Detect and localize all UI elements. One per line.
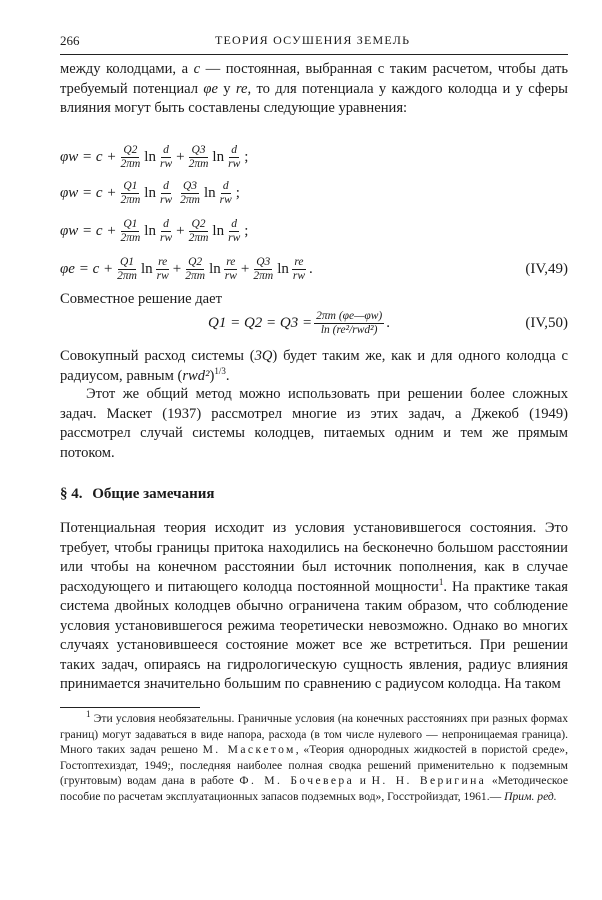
var-r-e: re: [235, 80, 248, 97]
equation-4: φe = c + $\frac{Q1}{2\pi m}$ ln $\frac{re}{rw}$ + $\frac{Q2}{2\pi m}$ ln $\frac{re}{rw}$ + $\frac{Q3}{2\pi m}$ ln $\frac{re}{rw}$ . (IV,49): [60, 255, 568, 282]
page-number: 266: [60, 33, 80, 48]
equation-number-49: (IV,49): [525, 260, 568, 277]
equation-5: Q1 = Q2 = Q3 = $\frac{2\pi m (\varphi e—\varphi w)}{\text{ln (re²/rwd²)}}$ . (IV,50): [208, 309, 568, 336]
paragraph-general-method: Этот же общий метод можно использовать при решении более сложных задач. Маскет (1937) рассмотрел многие из этих задач, а Джекоб (1949) рассмотрел случай системы колодцев, питаемых одним и тем же прямым потоком.: [60, 386, 568, 461]
equation-3: φw = c + $\frac{Q1}{2\pi m}$ ln $\frac{d}{rw}$ + $\frac{Q2}{2\pi m}$ ln $\frac{d}{rw}$ ;: [60, 217, 249, 244]
intro-text-c: , то для потенциала у каждого колодца и у сферы влияния могут быть составлены следующие уравнения:: [60, 80, 568, 116]
author-musket: М. Маскетом: [202, 743, 296, 756]
author-verigin: Н. Н. Веригина: [371, 774, 487, 787]
intro-paragraph: [60, 60, 568, 119]
intro-text-b: — постоянная, выбранная с таким расчетом, чтобы дать требуемый потенциал: [60, 61, 568, 97]
editor-note: Прим. ред.: [504, 789, 557, 803]
footnote: $^1$ Эти условия необязательны. Граничные условия (на конечных расстояниях при разных формах границ) могут задаваться в виде напора, расхода (в том числе нулевого — непроницаемая граница). Много таких задач решено М. Маскетом, «Теория однородных жидкостей в пористой среде», Гостоптехиздат, 1949;, последняя наиболее полная сводка решений применительно к подземным (грунтовым) водам дана в работе Ф. М. Бочевера и Н. Н. Веригина «Методическое пособие по расчетам эксплуатационных запасов подземных вод», Госстройиздат, 1961.— Прим. ред.: [60, 709, 568, 803]
section-number: § 4.: [60, 486, 83, 502]
footnote-rule: [60, 707, 200, 708]
intro-text-a: между колодцами, а: [60, 61, 194, 77]
intro-text-and: у: [217, 80, 236, 97]
equation-number-50: (IV,50): [525, 314, 568, 331]
equation-1: φw = c + $\frac{Q2}{2\pi m}$ ln $\frac{d}{rw}$ + $\frac{Q3}{2\pi m}$ ln $\frac{d}{rw}$ ;: [60, 143, 249, 170]
equation-system: [60, 140, 568, 290]
var-c: c: [193, 61, 201, 77]
paragraph-total-flow: Совокупный расход системы (3Q) будет таким же, как и для одного колодца с радиусом, равным $(rwd^2)^{1/3}$.: [60, 348, 568, 384]
var-phi-e: φe: [203, 80, 218, 97]
running-title: ТЕОРИЯ ОСУШЕНИЯ ЗЕМЕЛЬ: [215, 33, 411, 47]
section-heading: [60, 486, 215, 503]
equation-2: φw = c + $\frac{Q1}{2\pi m}$ ln $\frac{d}{rw}$ $\frac{Q3}{2\pi m}$ ln $\frac{d}{rw}$ ;: [60, 179, 240, 206]
header-rule: [60, 54, 568, 55]
joint-solution-line: Совместное решение дает: [60, 291, 223, 307]
paragraph-potential-theory: Потенциальная теория исходит из условия установившегося состояния. Это требует, чтобы границы притока находились на бесконечно большом расстоянии или чтобы на конечном расстоянии был источник пополнения, как в случае расходующего и питающего колодца постоянной мощности$^1$. На практике такая система двойных колодцев обычно ограничена таким образом, что соблюдение условия установившегося режима теоретически невозможно. Однако во многих случаях установившееся состояние может все же встретиться. При решении таких задач, опираясь на гидрологическую сущность явления, радиус влияния принимается значительно большим по сравнению с радиусом колодца. На таком: [60, 520, 569, 692]
equation-5-block: [60, 306, 568, 342]
section-title: Общие замечания: [92, 486, 215, 502]
footnote-reference[interactable]: 1: [438, 576, 444, 587]
footnote-mark: 1: [86, 709, 91, 720]
author-bochever: Ф. М. Бочевера: [239, 774, 355, 787]
